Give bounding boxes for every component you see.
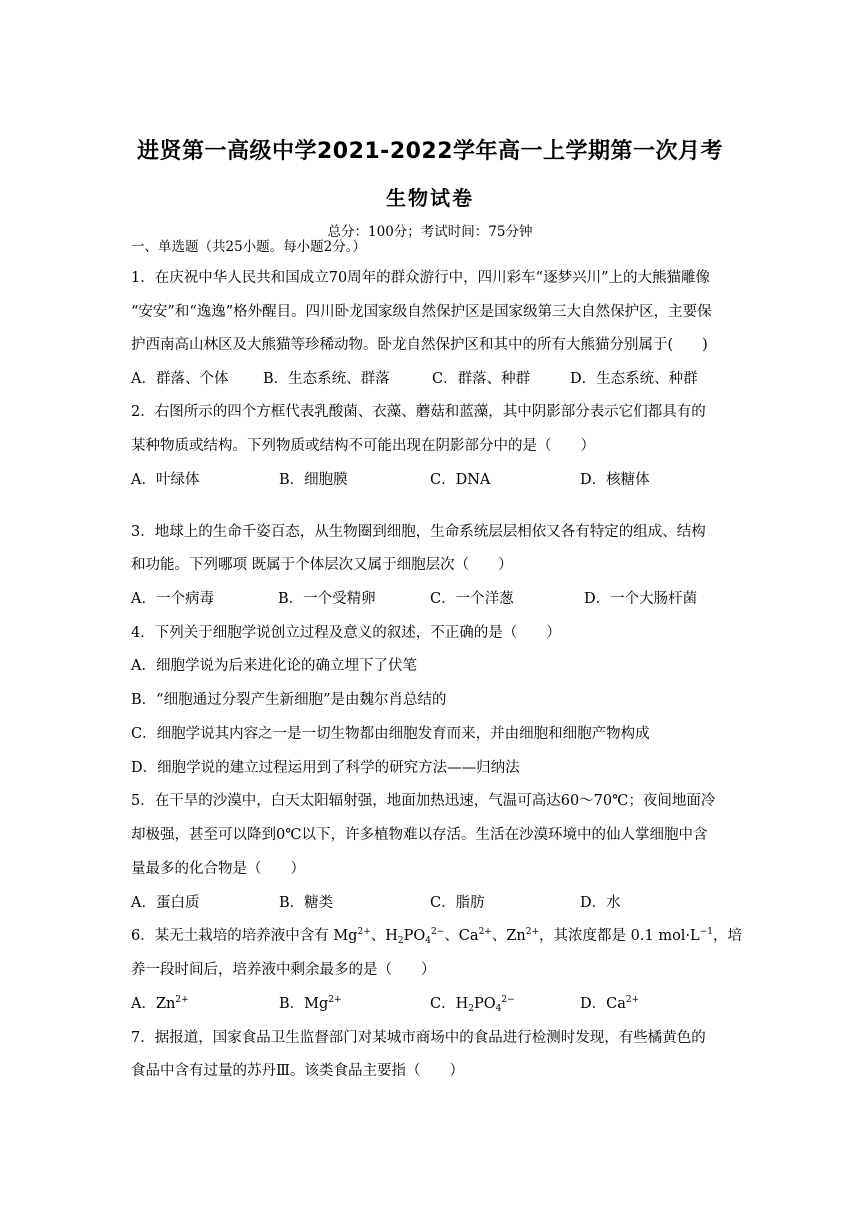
q3-line-2: 和功能。下列哪项 既属于个体层次又属于细胞层次（ ） [131,557,513,573]
q5-option-a: A．蛋白质 [131,895,200,911]
q1-line-3: 护西南高山林区及大熊猫等珍稀动物。卧龙自然保护区和其中的所有大熊猫分别属于( ) [131,337,708,353]
q6-stem-part: PO [403,928,426,944]
q5-option-c: C．脂肪 [430,895,485,911]
q5-line-2: 却极强，甚至可以降到0℃以下，许多植物难以存活。生活在沙漠环境中的仙人掌细胞中含 [131,827,708,843]
q4-option-a: A．细胞学说为后来进化论的确立埋下了伏笔 [131,658,417,674]
q6-stem-part: 、Zn [491,928,526,944]
q6-stem-part: 6．某无土栽培的培养液中含有 Mg [131,928,358,944]
q6-option-d [580,994,639,1014]
q6-option-a [131,994,189,1014]
q1-line-2: “安安”和“逸逸”格外醒目。四川卧龙国家级自然保护区是国家级第三大自然保护区，主要保 [131,304,712,320]
q5-line-3: 量最多的化合物是（ ） [131,861,305,877]
charge-superscript: 2− [431,927,445,937]
q5-option-d: D．水 [580,895,621,911]
q2-line-2: 某种物质或结构。下列物质或结构不可能出现在阴影部分中的是（ ） [131,438,595,454]
q1-option-a: A．群落、个体 [131,371,229,387]
q5-line-1: 5．在干旱的沙漠中，白天太阳辐射强，地面加热迅速，气温可高达60～70℃；夜间地面冷 [131,793,716,809]
q6-option-c [430,994,515,1014]
q1-line-1: 1．在庆祝中华人民共和国成立70周年的群众游行中，四川彩车“逐梦兴川”上的大熊猫雕像 [131,270,710,286]
q3-option-c: C．一个洋葱 [430,591,514,607]
q6-line-2: 养一段时间后，培养液中剩余最多的是（ ） [131,962,436,978]
charge-superscript: 2+ [357,927,371,937]
subscript: 2 [397,936,404,946]
q6-stem-part: ，培 [712,928,742,944]
q6-stem-part: ，其浓度都是 0.1 mol·L [539,928,700,944]
q2-option-d: D．核糖体 [580,472,650,488]
q6-option-a-text: A．Zn [131,996,176,1012]
q6-option-b [279,994,342,1014]
q2-option-a: A．叶绿体 [131,472,200,488]
q6-stem-part: 、H [370,928,398,944]
charge-superscript: 2+ [478,927,492,937]
q6-option-d-text: D．Ca [580,996,626,1012]
q6-line-1 [131,926,742,946]
q6-option-b-text: B．Mg [279,996,329,1012]
q6-option-c-text: C．H [430,996,469,1012]
charge-superscript: 2+ [175,995,189,1005]
q4-option-c: C．细胞学说其内容之一是一切生物都由细胞发育而来，并由细胞和细胞产物构成 [131,726,650,742]
q4-line-1: 4．下列关于细胞学说创立过程及意义的叙述，不正确的是（ ） [131,625,561,641]
q2-line-1: 2．右图所示的四个方框代表乳酸菌、衣藻、蘑菇和蓝藻，其中阴影部分表示它们都具有的 [131,404,706,420]
charge-superscript: 2+ [625,995,640,1005]
subscript: 2 [468,1004,474,1014]
charge-superscript: 2+ [328,995,342,1005]
charge-superscript: 2+ [525,927,540,937]
q3-option-b: B．一个受精卵 [278,591,376,607]
q7-line-2: 食品中含有过量的苏丹Ⅲ。该类食品主要指（ ） [131,1063,464,1079]
q1-option-c: C．群落、种群 [432,371,531,387]
q5-option-b: B．糖类 [279,895,334,911]
q6-stem-part: 、Ca [444,928,479,944]
section-heading: 一、单选题（共25小题。每小题2分。） [131,239,367,255]
q1-option-b: B．生态系统、群落 [263,371,390,387]
exponent-superscript: −1 [699,927,713,937]
exam-subtitle: 生物试卷 [386,186,474,210]
subscript: 4 [425,936,432,946]
q3-option-a: A．一个病毒 [131,591,214,607]
q4-option-b: B．“细胞通过分裂产生新细胞”是由魏尔肖总结的 [131,692,447,708]
q4-option-d: D．细胞学说的建立过程运用到了科学的研究方法——归纳法 [131,760,520,776]
q7-line-1: 7．据报道，国家食品卫生监督部门对某城市商场中的食品进行检测时发现，有些橘黄色的 [131,1030,706,1046]
q3-option-d: D．一个大肠杆菌 [584,591,698,607]
q2-option-b: B．细胞膜 [279,472,348,488]
exam-title: 进贤第一高级中学2021-2022学年高一上学期第一次月考 [136,139,724,164]
subscript: 4 [495,1004,502,1014]
charge-superscript: 2− [501,995,515,1005]
q3-line-1: 3．地球上的生命千姿百态，从生物圈到细胞，生命系统层层相依又各有特定的组成、结构 [131,524,706,540]
q1-option-d: D．生态系统、种群 [570,371,698,387]
q2-option-c: C．DNA [430,472,491,488]
q6-option-c-text: PO [473,996,496,1012]
exam-meta: 总分：100分；考试时间：75分钟 [327,224,533,240]
